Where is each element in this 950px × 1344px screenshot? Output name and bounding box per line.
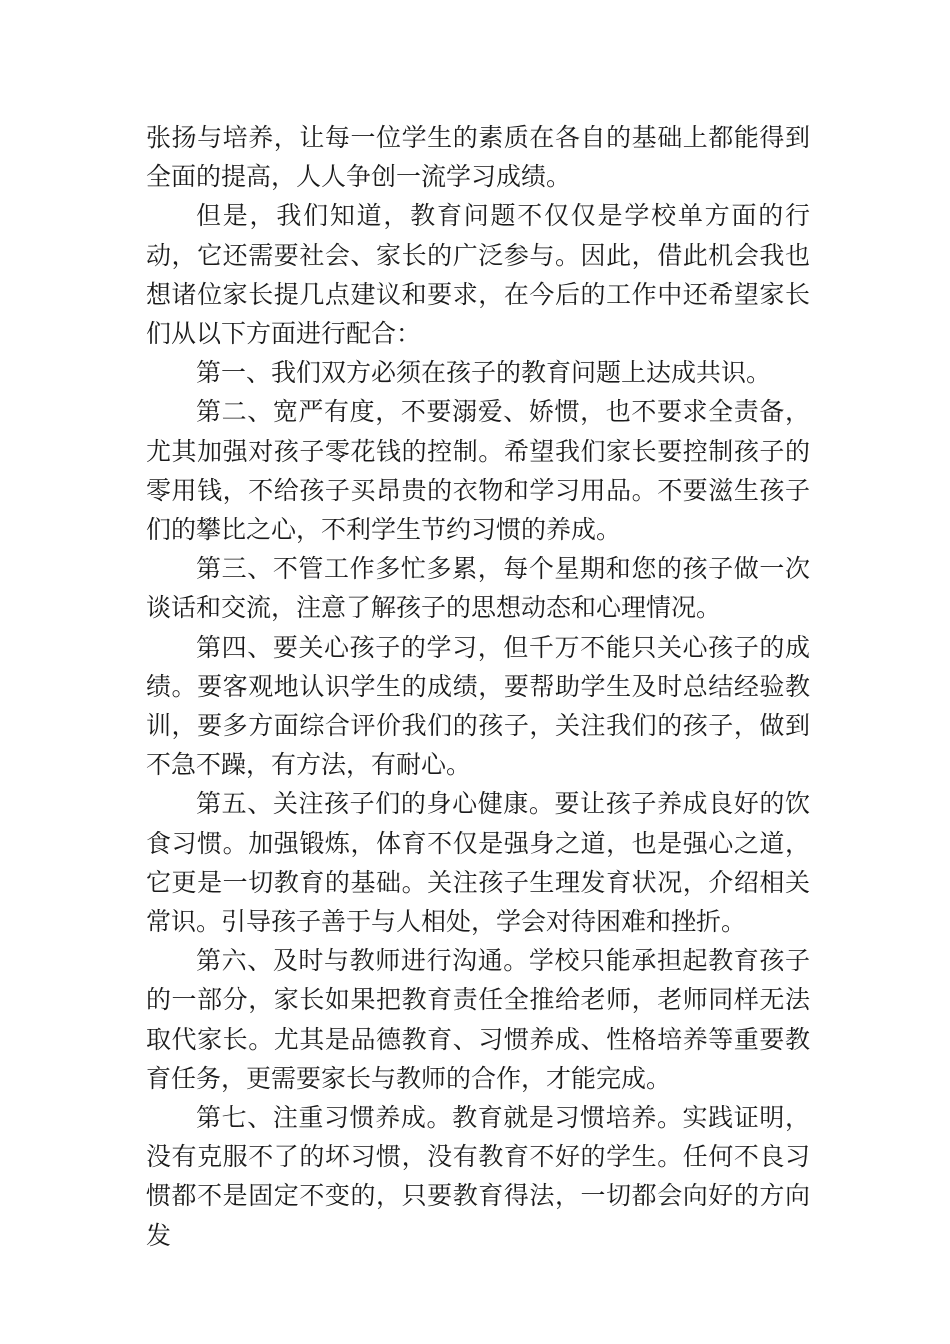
- document-body: [146, 118, 810, 1255]
- paragraph: 第六、及时与教师进行沟通。学校只能承担起教育孩子的一部分，家长如果把教育责任全推给老师，老师同样无法取代家长。尤其是品德教育、习惯养成、性格培养等重要教育任务，更需要家长与教师的合作，才能完成。: [146, 946, 810, 1093]
- paragraph: 第一、我们双方必须在孩子的教育问题上达成共识。: [196, 358, 772, 388]
- paragraph: 张扬与培养，让每一位学生的素质在各自的基础上都能得到全面的提高，人人争创一流学习成绩。: [146, 123, 810, 192]
- paragraph: 但是，我们知道，教育问题不仅仅是学校单方面的行动，它还需要社会、家长的广泛参与。因此，借此机会我也想诸位家长提几点建议和要求，在今后的工作中还希望家长们从以下方面进行配合：: [146, 201, 810, 349]
- paragraph: 第四、要关心孩子的学习，但千万不能只关心孩子的成绩。要客观地认识学生的成绩，要帮助学生及时总结经验教训，要多方面综合评价我们的孩子，关注我们的孩子，做到不急不躁，有方法，有耐心。: [146, 632, 810, 780]
- paragraph: 第七、注重习惯养成。教育就是习惯培养。实践证明，没有克服不了的坏习惯，没有教育不好的学生。任何不良习惯都不是固定不变的，只要教育得法，一切都会向好的方向发: [146, 1103, 810, 1250]
- paragraph: 第二、宽严有度，不要溺爱、娇惯，也不要求全责备，尤其加强对孩子零花钱的控制。希望我们家长要控制孩子的零用钱，不给孩子买昂贵的衣物和学习用品。不要滋生孩子们的攀比之心，不利学生节约习惯的养成。: [146, 397, 810, 545]
- paragraph: 第三、不管工作多忙多累，每个星期和您的孩子做一次谈话和交流，注意了解孩子的思想动态和心理情况。: [146, 554, 810, 623]
- paragraph: 第五、关注孩子们的身心健康。要让孩子养成良好的饮食习惯。加强锻炼，体育不仅是强身之道，也是强心之道，它更是一切教育的基础。关注孩子生理发育状况，介绍相关常识。引导孩子善于与人相处，学会对待困难和挫折。: [146, 789, 810, 937]
